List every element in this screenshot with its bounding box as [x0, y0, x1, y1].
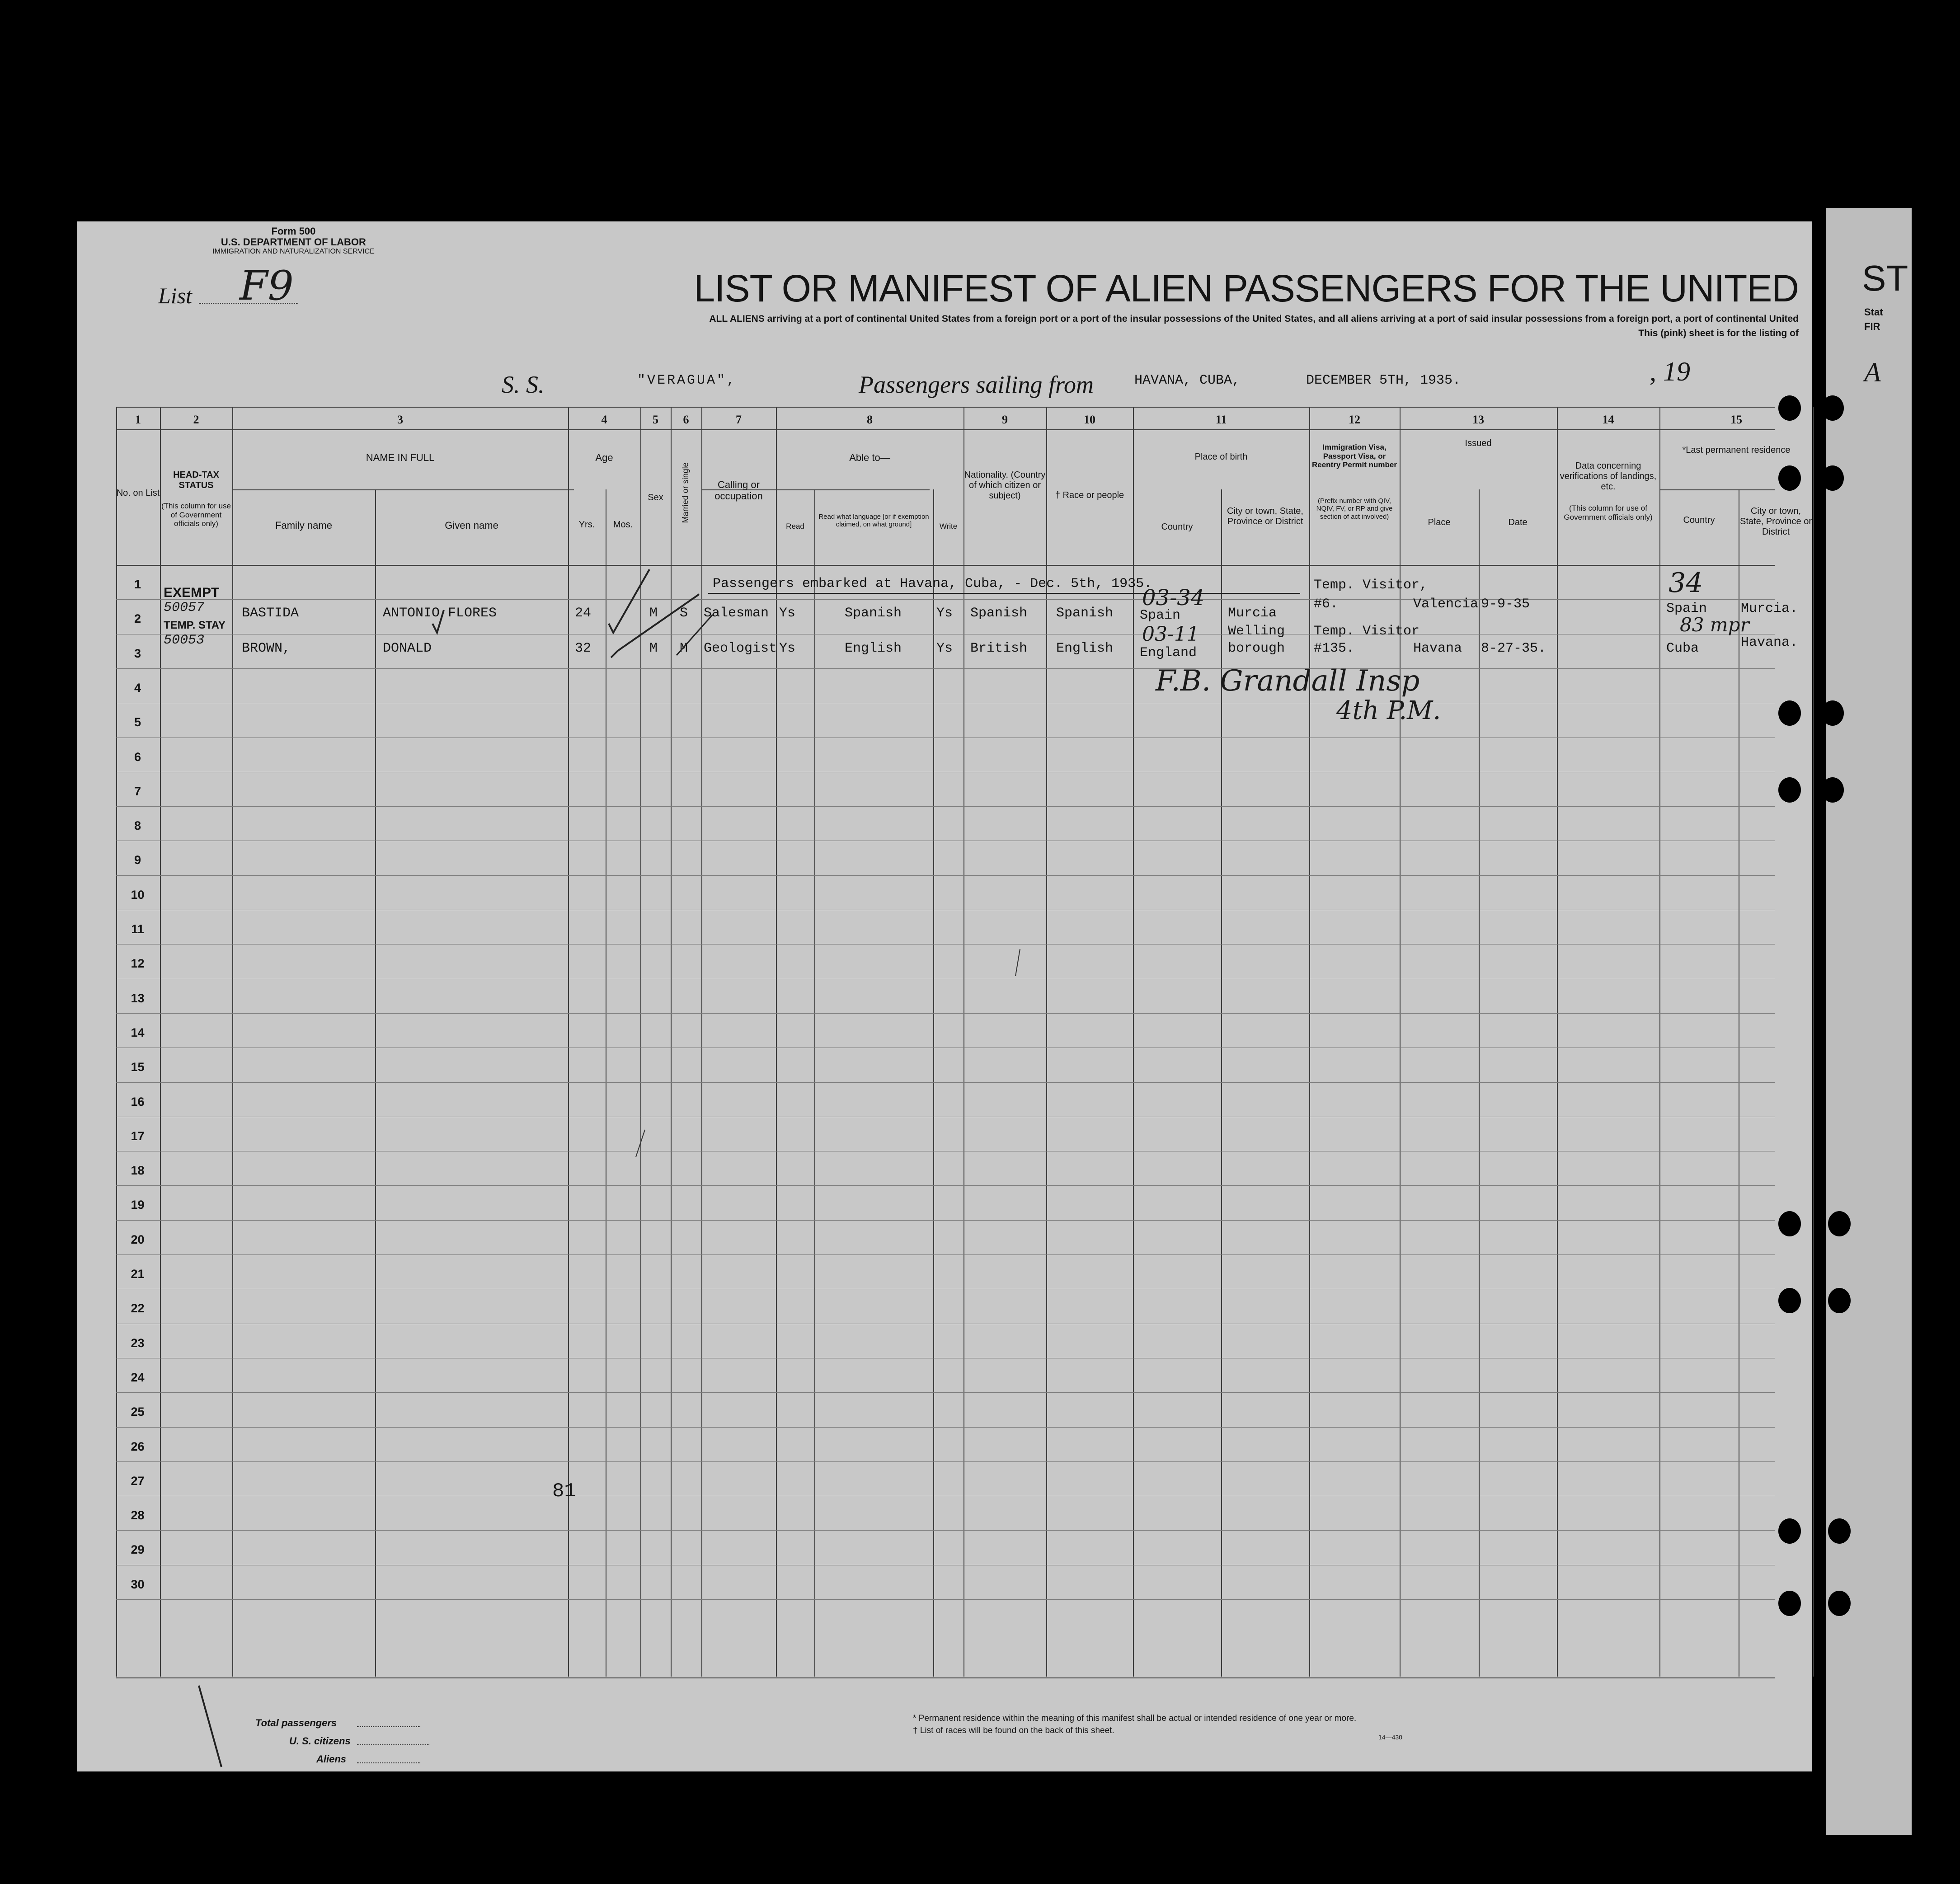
row-number: 1 [134, 578, 141, 591]
hdr-issued-place: Place [1428, 517, 1451, 527]
col-num-14: 14 [1602, 413, 1614, 426]
visa-num-row2: #135. [1314, 641, 1355, 656]
visa-num-row1: #6. [1314, 597, 1339, 612]
punch-hole [1778, 1288, 1801, 1313]
issued-date-row1: 9-9-35 [1481, 597, 1530, 612]
footer-notes [913, 1713, 1356, 1737]
residence-mark-1: 34 [1669, 567, 1703, 599]
marital-row1: S [680, 606, 688, 621]
hdr-birth-city: City or town, State, Province or District [1227, 506, 1303, 526]
manifest-sheet [77, 221, 1812, 1771]
hdr-able-to: Able to— [849, 452, 890, 463]
col-num-15: 15 [1730, 413, 1742, 426]
year-prefix: , 19 [1650, 357, 1690, 386]
footer-total-line [357, 1726, 420, 1727]
punch-hole [1778, 1518, 1801, 1544]
row-number: 20 [131, 1232, 145, 1246]
hdr-visa-note: (Prefix number with QIV, NQIV, FV, or RP and give section of act involved) [1316, 497, 1393, 521]
res-city-row1: Murcia. [1741, 601, 1798, 616]
hdr-nationality: Nationality. (Country of which citizen or subject) [964, 470, 1046, 501]
manifest-table [116, 407, 1812, 1677]
page-number: 81 [552, 1480, 576, 1503]
hdr-married: Married or single [681, 462, 690, 523]
row-number: 6 [134, 750, 141, 764]
punch-hole [1821, 395, 1844, 421]
head-tax-code-row2: 50053 [164, 633, 205, 648]
punch-hole [1821, 777, 1844, 803]
row-number: 21 [131, 1267, 145, 1281]
occupation-row1: Salesman [704, 606, 769, 621]
occupation-row2: Geologist [704, 641, 777, 656]
signature-time: 4th P.M. [1336, 696, 1441, 725]
footer-note-2: † List of races will be found on the back of this sheet. [913, 1725, 1114, 1735]
footer-note-1: * Permanent residence within the meaning of this manifest shall be actual or intended residence of one year or more. [913, 1714, 1357, 1723]
row-number: 29 [131, 1543, 145, 1557]
footer-aliens-line [357, 1762, 420, 1763]
row-number: 26 [131, 1439, 145, 1453]
punch-hole [1778, 1591, 1801, 1616]
hdr-sex: Sex [648, 493, 663, 503]
hdr-place-of-birth: Place of birth [1194, 452, 1248, 462]
race-row2: English [1056, 641, 1114, 656]
hdr-age: Age [595, 452, 613, 463]
read-row2: Ys [779, 641, 796, 656]
sailing-label: Passengers sailing from [859, 371, 1094, 398]
language-row1: Spanish [845, 606, 902, 621]
language-row2: English [845, 641, 902, 656]
col-num-13: 13 [1472, 413, 1484, 426]
form-header-block [212, 226, 375, 256]
intro-line-2: This (pink) sheet is for the listing of [1638, 328, 1799, 338]
sex-row2: M [649, 641, 658, 656]
res-country-row1: Spain [1666, 601, 1707, 616]
col-num-10: 10 [1084, 413, 1095, 426]
read-row1: Ys [779, 606, 796, 621]
row-number: 9 [134, 853, 141, 867]
row-number: 24 [131, 1370, 145, 1384]
hdr-res-country: Country [1683, 515, 1715, 525]
departure-port: HAVANA, CUBA, [1134, 373, 1241, 388]
hdr-birth-country: Country [1161, 522, 1193, 532]
col-num-5: 5 [653, 413, 658, 426]
row-number: 28 [131, 1508, 145, 1522]
col-num-11: 11 [1215, 413, 1227, 426]
row-number: 19 [131, 1198, 145, 1212]
punch-hole [1778, 1211, 1801, 1236]
head-tax-row2: TEMP. STAY [164, 619, 226, 631]
sex-row1: M [649, 606, 658, 621]
next-sheet-line3: A [1864, 357, 1881, 387]
row-number: 14 [131, 1025, 145, 1039]
write-row2: Ys [936, 641, 953, 656]
punch-hole [1828, 1211, 1851, 1236]
hdr-yrs: Yrs. [578, 520, 595, 530]
birth-city-row1: Murcia [1228, 606, 1277, 621]
departure-date: DECEMBER 5TH, 1935. [1306, 373, 1461, 388]
row-number: 15 [131, 1060, 145, 1074]
hdr-head-tax: HEAD-TAX STATUS [173, 470, 219, 490]
handwritten-code-row1: 03-34 [1142, 585, 1205, 611]
ship-prefix: S. S. [502, 371, 545, 398]
hdr-calling: Calling or occupation [714, 479, 763, 502]
hdr-no-on-list: No. on List [116, 488, 160, 498]
write-row1: Ys [936, 606, 953, 621]
res-city-row2: Havana. [1741, 635, 1798, 650]
birth-country-row1: Spain [1140, 608, 1181, 623]
hdr-visa: Immigration Visa, Passport Visa, or Reentry Permit number [1312, 443, 1397, 470]
hdr-head-tax-note: (This column for use of Government officials only) [161, 502, 231, 528]
col-num-6: 6 [683, 413, 689, 426]
punch-hole [1828, 1591, 1851, 1616]
punch-hole [1828, 1518, 1851, 1544]
col-num-2: 2 [193, 413, 199, 426]
row-number: 3 [134, 646, 141, 660]
row-number: 7 [134, 784, 141, 798]
given-row2: DONALD [383, 641, 432, 656]
next-sheet-title: ST [1862, 258, 1908, 298]
marital-row2: M [680, 641, 688, 656]
res-country-row2: Cuba [1666, 641, 1699, 656]
row-number: 5 [134, 715, 141, 729]
row-number: 12 [131, 957, 145, 971]
embarked-note: Passengers embarked at Havana, Cuba, - Dec. 5th, 1935. [713, 576, 1152, 592]
col-num-7: 7 [736, 413, 742, 426]
punch-hole [1828, 1288, 1851, 1313]
department: U.S. DEPARTMENT OF LABOR [221, 236, 366, 248]
visa-row2: Temp. Visitor [1314, 624, 1420, 639]
col-num-9: 9 [1002, 413, 1008, 426]
row-number: 11 [131, 922, 144, 936]
next-sheet-line2: FIR [1864, 321, 1880, 332]
row-number: 25 [131, 1405, 145, 1419]
footer-citizens-line [357, 1744, 429, 1745]
col-num-4: 4 [601, 413, 607, 426]
inspector-signature: F.B. Grandall Insp [1156, 664, 1420, 698]
issued-date-row2: 8-27-35. [1481, 641, 1546, 656]
punch-hole [1778, 395, 1801, 421]
head-tax-code-row1: 50057 [164, 600, 205, 615]
hdr-given-name: Given name [445, 520, 498, 531]
birth-country-row2: England [1140, 645, 1197, 661]
row-number: 2 [134, 612, 141, 626]
col-num-3: 3 [397, 413, 403, 426]
hdr-family-name: Family name [275, 520, 332, 531]
issued-place-row1: Valencia [1413, 597, 1479, 612]
head-tax-row1: EXEMPT [164, 585, 220, 600]
row-number: 22 [131, 1301, 145, 1316]
punch-hole [1778, 465, 1801, 491]
list-label: List [158, 283, 193, 308]
row-number: 10 [131, 888, 145, 902]
race-row1: Spanish [1056, 606, 1114, 621]
nationality-row2: British [970, 641, 1028, 656]
family-row2: BROWN, [242, 641, 291, 656]
punch-hole [1778, 777, 1801, 803]
list-number: F9 [240, 262, 294, 310]
footer-citizens-label: U. S. citizens [289, 1735, 351, 1747]
birth-city2-row2: borough [1228, 641, 1285, 656]
service-name: IMMIGRATION AND NATURALIZATION SERVICE [212, 248, 375, 256]
form-number: Form 500 [271, 226, 316, 237]
yrs-row1: 24 [575, 606, 592, 621]
footer-stroke [190, 1681, 235, 1771]
page-title: LIST OR MANIFEST OF ALIEN PASSENGERS FOR THE UNITED [694, 267, 1799, 310]
handwritten-code-row2: 03-11 [1142, 623, 1199, 646]
hdr-write: Write [939, 522, 958, 531]
row-number: 13 [131, 991, 145, 1005]
hdr-res-city: City or town, State, Province or District [1740, 506, 1812, 537]
row-number: 4 [134, 681, 141, 695]
hdr-race: † Race or people [1055, 490, 1124, 500]
col-num-8: 8 [867, 413, 873, 426]
given-row1: ANTONIO FLORES [383, 606, 497, 621]
punch-hole [1821, 700, 1844, 726]
row-number: 18 [131, 1164, 145, 1178]
birth-city-row2: Welling [1228, 624, 1285, 639]
footer-form-code: 14—430 [1378, 1734, 1402, 1741]
hdr-name-in-full: NAME IN FULL [366, 452, 435, 463]
punch-hole [1778, 700, 1801, 726]
hdr-issued: Issued [1465, 438, 1492, 448]
row-number: 17 [131, 1129, 145, 1143]
hdr-verifications: Data concerning verifications of landings, etc. [1560, 461, 1657, 492]
hdr-verifications-note: (This column for use of Government officials only) [1564, 504, 1653, 522]
row-number: 27 [131, 1474, 145, 1488]
hdr-mos: Mos. [613, 520, 633, 530]
hdr-read: Read [786, 522, 804, 531]
col-num-12: 12 [1349, 413, 1360, 426]
col-num-1: 1 [135, 413, 141, 426]
footer-total-label: Total passengers [255, 1717, 337, 1729]
row-number: 8 [134, 819, 141, 833]
intro-text [398, 312, 1799, 340]
row-number: 16 [131, 1095, 145, 1109]
issued-place-row2: Havana [1413, 641, 1462, 656]
punch-hole [1821, 465, 1844, 491]
footer-aliens-label: Aliens [316, 1753, 347, 1765]
residence-mark-2: 83 mpr [1680, 614, 1749, 636]
hdr-read-language: Read what language [or if exemption claimed, on what ground] [818, 513, 929, 529]
visa-row1: Temp. Visitor, [1314, 578, 1428, 593]
row-number: 30 [131, 1577, 145, 1591]
intro-line-1: ALL ALIENS arriving at a port of continental United States from a foreign port or a port of the insular possessions of the United States, and all aliens arriving at a port of said insular possessions from a foreign port, a port of continental United [709, 314, 1799, 324]
check-marks [116, 407, 1815, 1681]
hdr-last-residence: *Last permanent residence [1682, 445, 1791, 455]
yrs-row2: 32 [575, 641, 592, 656]
row-number: 23 [131, 1336, 145, 1350]
next-sheet-line1: Stat [1864, 306, 1883, 318]
family-row1: BASTIDA [242, 606, 299, 621]
nationality-row1: Spanish [970, 606, 1028, 621]
ship-name: "VERAGUA", [637, 373, 737, 388]
hdr-issued-date: Date [1508, 517, 1528, 527]
